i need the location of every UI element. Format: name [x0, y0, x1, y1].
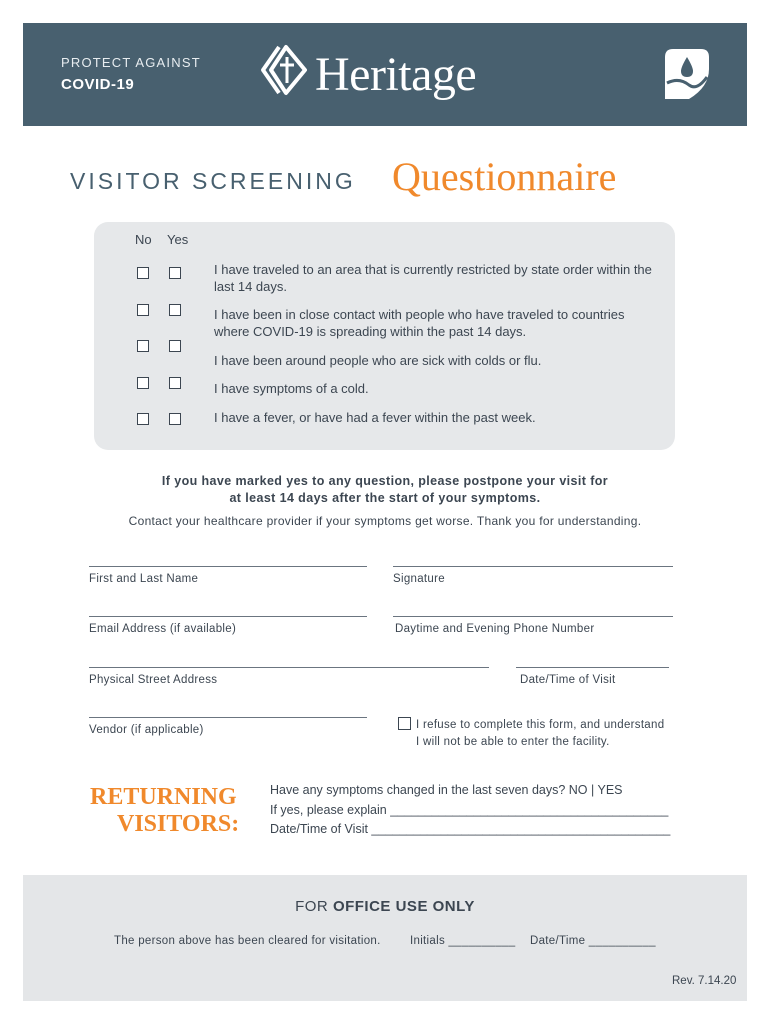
title-main: Questionnaire — [392, 154, 617, 199]
question-1-yes-checkbox[interactable] — [169, 267, 181, 279]
visit-datetime-label: Date/Time of Visit — [520, 674, 616, 686]
question-2-no-checkbox[interactable] — [137, 304, 149, 316]
question-4-text: I have symptoms of a cold. — [214, 381, 369, 396]
question-4-yes-checkbox[interactable] — [169, 377, 181, 389]
phone-label: Daytime and Evening Phone Number — [395, 623, 595, 635]
initials-field[interactable]: Initials __________ — [410, 935, 516, 947]
email-field[interactable] — [89, 616, 367, 617]
heritage-logo-text: Heritage — [315, 48, 477, 101]
contact-note: Contact your healthcare provider if your symptoms get worse. Thank you for understanding. — [128, 514, 642, 528]
question-2-yes-checkbox[interactable] — [169, 304, 181, 316]
question-4-no-checkbox[interactable] — [137, 377, 149, 389]
office-datetime-field[interactable]: Date/Time __________ — [530, 935, 656, 947]
caring-hand-icon — [659, 47, 713, 101]
refuse-text — [416, 717, 686, 751]
protect-label: PROTECT AGAINST — [61, 55, 201, 70]
covid-label: COVID-19 — [61, 76, 135, 93]
visitors-heading: VISITORS: — [117, 811, 240, 837]
returning-datetime-field[interactable]: Date/Time of Visit ___________________________________________ — [270, 822, 671, 836]
question-3-no-checkbox[interactable] — [137, 340, 149, 352]
office-use-title — [0, 898, 770, 915]
office-title-bold: OFFICE USE ONLY — [332, 898, 475, 915]
visit-datetime-field[interactable] — [516, 667, 669, 668]
email-label: Email Address (if available) — [89, 623, 237, 635]
postpone-notice — [0, 473, 770, 507]
question-5-no-checkbox[interactable] — [137, 413, 149, 425]
cleared-statement: The person above has been cleared for visitation. — [114, 935, 381, 947]
question-2-text: I have been in close contact with people who have traveled to countries where COVID-19 is spreading within the past 14 days. — [214, 307, 625, 339]
name-field[interactable] — [89, 566, 367, 567]
question-5-yes-checkbox[interactable] — [169, 413, 181, 425]
signature-field[interactable] — [393, 566, 673, 567]
refuse-text-line-2: I will not be able to enter the facility. — [416, 736, 610, 748]
question-5-text: I have a fever, or have had a fever within the past week. — [214, 410, 536, 425]
revision-label: Rev. 7.14.20 — [672, 975, 737, 987]
phone-field[interactable] — [393, 616, 673, 617]
title-prefix: VISITOR SCREENING — [70, 168, 356, 194]
question-3-text: I have been around people who are sick with colds or flu. — [214, 353, 542, 368]
symptoms-changed-question: Have any symptoms changed in the last seven days? NO | YES — [270, 783, 623, 797]
column-yes-header: Yes — [167, 232, 189, 247]
heritage-logo-icon — [259, 43, 313, 97]
header-banner — [23, 23, 747, 126]
returning-heading: RETURNING — [90, 784, 237, 810]
office-title-prefix: FOR — [295, 898, 329, 915]
refuse-text-line-1: I refuse to complete this form, and understand — [416, 719, 665, 731]
column-no-header: No — [135, 232, 152, 247]
address-field[interactable] — [89, 667, 489, 668]
vendor-label: Vendor (if applicable) — [89, 724, 204, 736]
postpone-notice-line-1: If you have marked yes to any question, please postpone your visit for — [161, 474, 609, 488]
question-1-no-checkbox[interactable] — [137, 267, 149, 279]
explain-field[interactable]: If yes, please explain ________________________________________ — [270, 803, 669, 817]
refuse-checkbox[interactable] — [398, 717, 411, 730]
postpone-notice-line-2: at least 14 days after the start of your symptoms. — [229, 491, 541, 505]
question-3-yes-checkbox[interactable] — [169, 340, 181, 352]
question-1-text: I have traveled to an area that is currently restricted by state order within the last 14 days. — [214, 262, 652, 294]
vendor-field[interactable] — [89, 717, 367, 718]
name-label: First and Last Name — [89, 573, 199, 585]
signature-label: Signature — [393, 573, 445, 585]
address-label: Physical Street Address — [89, 674, 218, 686]
